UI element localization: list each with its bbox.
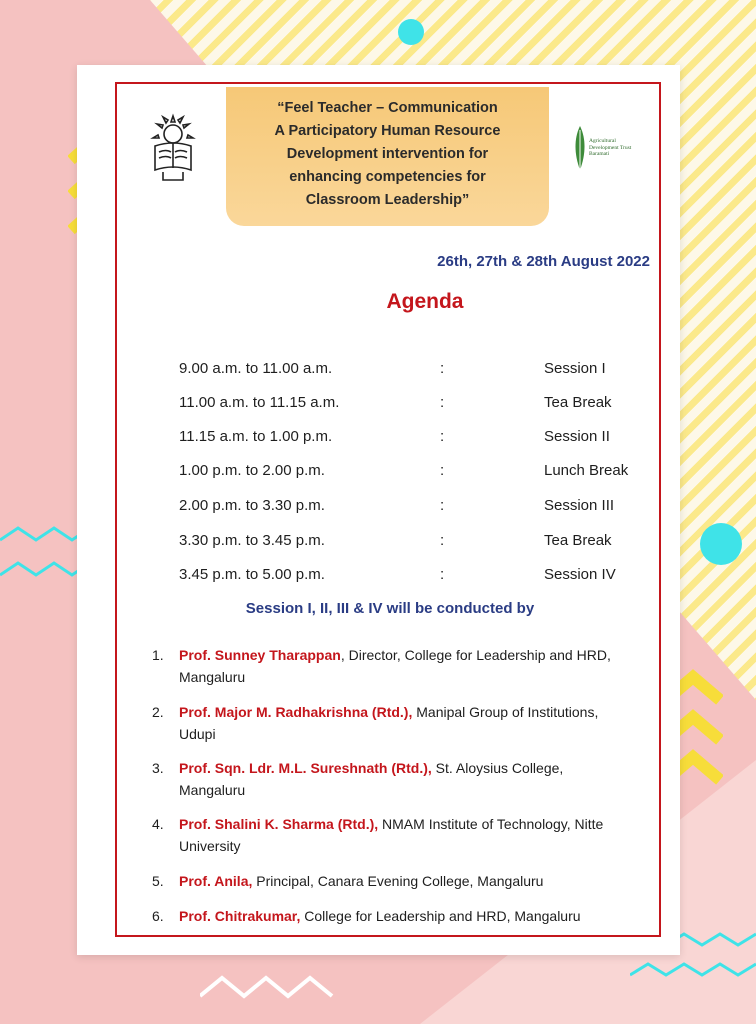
event-date: 26th, 27th & 28th August 2022: [437, 253, 650, 270]
speaker-affiliation: College for Leadership and HRD, Mangaluru: [300, 908, 581, 924]
title-line-5: Classroom Leadership”: [305, 192, 470, 208]
speaker-name: Prof. Chitrakumar,: [179, 908, 301, 924]
speaker-number: 6.: [152, 908, 164, 924]
speaker-name: Prof. Anila,: [179, 873, 253, 889]
schedule-time: 11.15 a.m. to 1.00 p.m.: [179, 428, 333, 445]
title-line-1: “Feel Teacher – Communication: [277, 100, 498, 116]
speaker-name: Prof. Major M. Radhakrishna (Rtd.),: [179, 704, 413, 720]
schedule-separator: :: [440, 532, 445, 549]
title-line-2: A Participatory Human Resource: [274, 123, 501, 139]
schedule-separator: :: [440, 428, 445, 445]
speaker-affiliation: NMAM Institute of Technology, Nitte University: [179, 816, 604, 854]
speaker-affiliation: St. Aloysius College, Mangaluru: [179, 760, 564, 798]
speaker-affiliation: Principal, Canara Evening College, Mangaluru: [252, 873, 544, 889]
schedule-time: 3.30 p.m. to 3.45 p.m.: [179, 532, 325, 549]
zigzag-decoration-bottom: [200, 968, 350, 1008]
title-line-3: Development intervention for: [286, 146, 489, 162]
speaker-name: Prof. Sunney Tharappan: [179, 647, 341, 663]
schedule-session: Tea Break: [544, 394, 612, 411]
schedule-session: Session IV: [544, 566, 616, 583]
logo-text-line-1: Agricultural: [589, 138, 616, 144]
speaker-number: 3.: [152, 760, 164, 776]
institution-emblem-logo: [145, 112, 201, 186]
schedule-row: [179, 497, 649, 519]
decorative-dot-right: [700, 523, 742, 565]
schedule-time: 9.00 a.m. to 11.00 a.m.: [179, 360, 333, 377]
schedule-row: [179, 532, 649, 554]
schedule-time: 11.00 a.m. to 11.15 a.m.: [179, 394, 340, 411]
speaker-name: Prof. Sqn. Ldr. M.L. Sureshnath (Rtd.),: [179, 760, 432, 776]
title-box: [226, 87, 549, 226]
schedule-session: Session I: [544, 360, 606, 377]
decorative-dot-top: [398, 19, 424, 45]
speaker-name: Prof. Shalini K. Sharma (Rtd.),: [179, 816, 379, 832]
schedule-row: [179, 566, 649, 588]
schedule-separator: :: [440, 394, 445, 411]
speaker-number: 4.: [152, 816, 164, 832]
schedule-session: Tea Break: [544, 532, 612, 549]
conducted-by-heading: Session I, II, III & IV will be conducted by: [245, 600, 535, 617]
schedule-separator: :: [440, 497, 445, 514]
schedule-session: Lunch Break: [544, 462, 629, 479]
schedule-time: 2.00 p.m. to 3.30 p.m.: [179, 497, 325, 514]
schedule-row: [179, 428, 649, 450]
schedule-time: 1.00 p.m. to 2.00 p.m.: [179, 462, 325, 479]
title-line-4: enhancing competencies for: [289, 169, 486, 185]
schedule-row: [179, 462, 649, 484]
speaker-number: 1.: [152, 647, 164, 663]
schedule-separator: :: [440, 360, 445, 377]
schedule-time: 3.45 p.m. to 5.00 p.m.: [179, 566, 325, 583]
schedule-row: [179, 394, 649, 416]
logo-text-line-2: Development Trust: [589, 144, 632, 151]
logo-text-line-3: Baramati: [589, 151, 610, 157]
speaker-number: 5.: [152, 873, 164, 889]
speaker-number: 2.: [152, 704, 164, 720]
adt-logo: [572, 122, 652, 182]
schedule-separator: :: [440, 566, 445, 583]
schedule-separator: :: [440, 462, 445, 479]
leaf-icon: [572, 124, 588, 172]
schedule-row: [179, 360, 649, 382]
speaker-affiliation: Manipal Group of Institutions, Udupi: [179, 704, 599, 742]
speaker-affiliation: , Director, College for Leadership and HRD, Mangaluru: [179, 647, 611, 685]
agenda-heading: Agenda: [386, 290, 464, 313]
schedule-session: Session II: [544, 428, 610, 445]
schedule-session: Session III: [544, 497, 615, 514]
